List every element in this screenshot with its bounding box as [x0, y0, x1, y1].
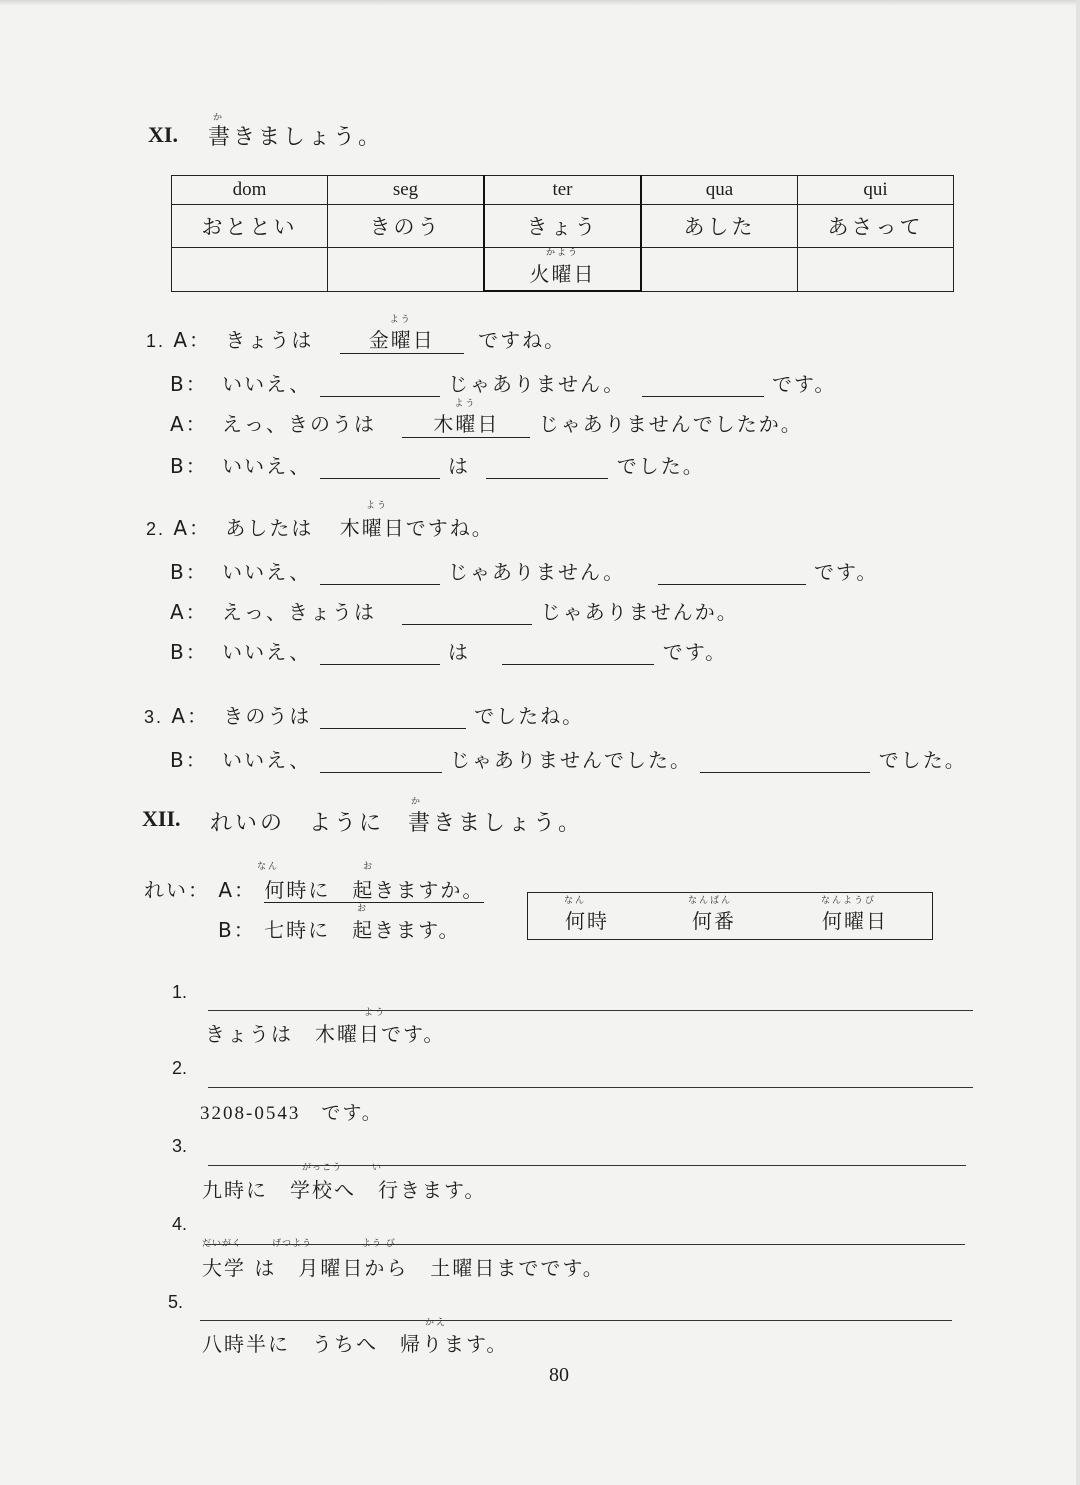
section-xii-furigana: か: [411, 797, 423, 807]
q1-l3-filled-answer: 木曜日: [402, 408, 530, 438]
q1-l2-blank-1[interactable]: [320, 374, 440, 397]
q2-line-4: [170, 636, 727, 665]
q1-l3-furigana: よう: [454, 399, 477, 409]
q1-l4-speaker: B：: [170, 454, 208, 478]
day-kanji-cell-4[interactable]: [641, 248, 798, 292]
q3-line-1: [144, 700, 584, 729]
q3-l2-blank-2[interactable]: [700, 750, 870, 773]
days-table-kanji-row: [172, 248, 954, 292]
q2-l4-after: です。: [662, 640, 728, 664]
q2-l4-speaker: B：: [170, 640, 208, 664]
q1-l3-speaker: A：: [170, 412, 208, 436]
q3-number: 3.: [144, 707, 164, 727]
exercise-5-prompt: 八時半に うちへ 帰ります。: [202, 1332, 509, 1356]
word-box-furigana-1: なん: [564, 896, 587, 906]
day-kana-ototoi: おととい: [172, 205, 328, 248]
q1-l2-blank-2[interactable]: [642, 374, 764, 397]
q2-l2-before: いいえ、: [222, 560, 312, 584]
word-box-furigana-2: なんばん: [688, 896, 733, 906]
section-xii-instruction-b: ように: [309, 811, 385, 836]
page-right-edge: [1076, 0, 1080, 1485]
q1-line-2: [170, 368, 836, 397]
q2-l3-blank[interactable]: [402, 602, 532, 625]
day-header-qua: qua: [641, 176, 798, 205]
word-box-item-3: 何曜日: [822, 909, 888, 933]
q2-l4-blank-2[interactable]: [502, 642, 654, 665]
day-kanji-cell-3: [484, 248, 641, 292]
q3-l2-speaker: B：: [170, 748, 208, 772]
word-box-item-1: 何時: [565, 909, 609, 933]
example-b-text: 七時に 起きます。: [264, 918, 461, 942]
exercise-1-prompt: きょうは 木曜日です。: [205, 1022, 446, 1046]
q1-line-1: [146, 315, 567, 354]
exercise-2-prompt: 3208-0543 です。: [200, 1103, 383, 1124]
day-header-ter: ter: [484, 176, 641, 205]
q2-l4-mid: は: [448, 640, 471, 664]
section-xii-instruction-a: れいの: [210, 811, 286, 836]
q3-l1-before: きのうは: [223, 704, 312, 728]
day-kana-asatte: あさって: [798, 205, 954, 248]
day-kanji-furigana: かよう: [545, 248, 579, 258]
q2-l1-furigana: よう: [366, 501, 389, 511]
section-xii-instruction: [210, 806, 583, 837]
day-header-qui: qui: [798, 176, 954, 205]
q3-l1-speaker: A：: [171, 704, 210, 728]
exercise-1-number: 1.: [172, 982, 188, 1002]
day-kana-kyou: きょう: [484, 205, 641, 248]
q2-l2-after: です。: [813, 560, 879, 584]
q2-line-1: [146, 512, 494, 541]
q1-l4-after: でした。: [616, 454, 705, 478]
example-b-speaker: B：: [218, 918, 256, 942]
q3-l1-after: でしたね。: [474, 704, 585, 728]
q3-l1-blank[interactable]: [320, 706, 466, 729]
exercise-2-answer-line[interactable]: [208, 1087, 973, 1088]
q1-l1-before: きょうは: [225, 328, 314, 352]
exercise-4-prompt: 大学 は 月曜日から 土曜日までです。: [202, 1256, 605, 1280]
exercise-5-number: 5.: [168, 1292, 184, 1312]
exercise-3-number: 3.: [172, 1136, 188, 1156]
example-a-text: 何時に 起きますか。: [264, 878, 485, 902]
section-xi-instruction: 書きましょう。: [208, 125, 384, 150]
exercise-2-number: 2.: [172, 1058, 188, 1078]
exercise-4-number: 4.: [172, 1214, 188, 1234]
q2-l1-speaker: A：: [173, 516, 212, 540]
q2-l2-mid: じゃありません。: [448, 560, 626, 584]
q3-line-2: [170, 744, 967, 773]
example-a-furigana-2: お: [363, 862, 375, 872]
q1-l2-after: です。: [771, 372, 837, 396]
q1-line-4: [170, 450, 705, 479]
q1-l3-after: じゃありませんでしたか。: [538, 412, 803, 436]
example-a-speaker: A：: [218, 878, 257, 902]
q2-l2-blank-1[interactable]: [320, 562, 440, 585]
q2-l3-after: じゃありませんか。: [540, 600, 739, 624]
exercise-5-furigana: かえ: [425, 1318, 448, 1328]
example-line-b: [218, 914, 461, 943]
example-a-furigana-1: なん: [257, 862, 280, 872]
example-line-a: [144, 874, 484, 903]
q2-number: 2.: [146, 519, 166, 539]
day-kana-ashita: あした: [641, 205, 798, 248]
q1-line-3: [170, 399, 803, 438]
q1-l1-furigana: よう: [389, 315, 412, 325]
example-b-furigana: お: [357, 904, 369, 914]
q2-l1-before: あしたは: [225, 516, 314, 540]
day-kanji-cell-2[interactable]: [328, 248, 485, 292]
day-kana-kinou: きのう: [328, 205, 485, 248]
q3-l2-blank-1[interactable]: [320, 750, 442, 773]
exercise-3-prompt: 九時に 学校へ 行きます。: [202, 1178, 487, 1202]
q1-l2-before: いいえ、: [222, 372, 312, 396]
q1-l2-speaker: B：: [170, 372, 208, 396]
day-header-seg: seg: [328, 176, 485, 205]
q1-l1-after: ですね。: [478, 328, 567, 352]
day-kanji-cell-5[interactable]: [798, 248, 954, 292]
exercise-3-furigana: がっこう い: [302, 1163, 383, 1173]
day-kanji-cell-1[interactable]: [172, 248, 328, 292]
q1-l3-before: えっ、きのうは: [222, 412, 377, 436]
q2-l4-before: いいえ、: [222, 640, 312, 664]
q1-number: 1.: [146, 331, 166, 351]
exercise-1-answer-line[interactable]: [208, 1010, 973, 1011]
section-xi-furigana: か: [213, 113, 225, 123]
q3-l2-before: いいえ、: [222, 748, 312, 772]
exercise-5-answer-line[interactable]: [200, 1320, 952, 1321]
section-xii-instruction-c: 書きましょう。: [408, 811, 584, 836]
exercise-1-furigana: よう: [364, 1008, 387, 1018]
example-label: れい：: [144, 878, 210, 902]
q2-l2-speaker: B：: [170, 560, 208, 584]
q3-l2-mid: じゃありませんでした。: [450, 748, 693, 772]
exercise-4-furigana: だいがく げつよう よう び: [202, 1239, 396, 1249]
q1-l4-blank-2[interactable]: [486, 456, 608, 479]
q1-l4-blank-1[interactable]: [320, 456, 440, 479]
word-box-furigana-3: なんようび: [821, 896, 877, 906]
q2-l4-blank-1[interactable]: [320, 642, 440, 665]
q1-l1-filled-answer: 金曜日: [340, 324, 464, 354]
q2-l3-before: えっ、きょうは: [222, 600, 377, 624]
q2-l2-blank-2[interactable]: [658, 562, 806, 585]
q1-l2-mid: じゃありません。: [448, 372, 626, 396]
days-table-kana-row: [172, 205, 954, 248]
q2-line-2: [170, 556, 878, 585]
q1-l4-mid: は: [448, 454, 471, 478]
page-top-edge: [0, 0, 1080, 6]
day-header-dom: dom: [172, 176, 328, 205]
word-box-item-2: 何番: [692, 909, 736, 933]
days-table-header-row: [172, 176, 954, 205]
section-xi-number: XI.: [148, 122, 178, 147]
section-xii-number: XII.: [142, 806, 181, 831]
page-number: 80: [549, 1364, 569, 1386]
day-kanji-kayoubi: 火曜日: [529, 262, 596, 286]
q1-l4-before: いいえ、: [222, 454, 312, 478]
q3-l2-after: でした。: [878, 748, 967, 772]
q1-l1-speaker: A：: [173, 328, 212, 352]
q2-line-3: [170, 596, 739, 625]
days-table: [171, 175, 954, 292]
q2-l3-speaker: A：: [170, 600, 208, 624]
q2-l1-text: 木曜日ですね。: [339, 516, 494, 540]
